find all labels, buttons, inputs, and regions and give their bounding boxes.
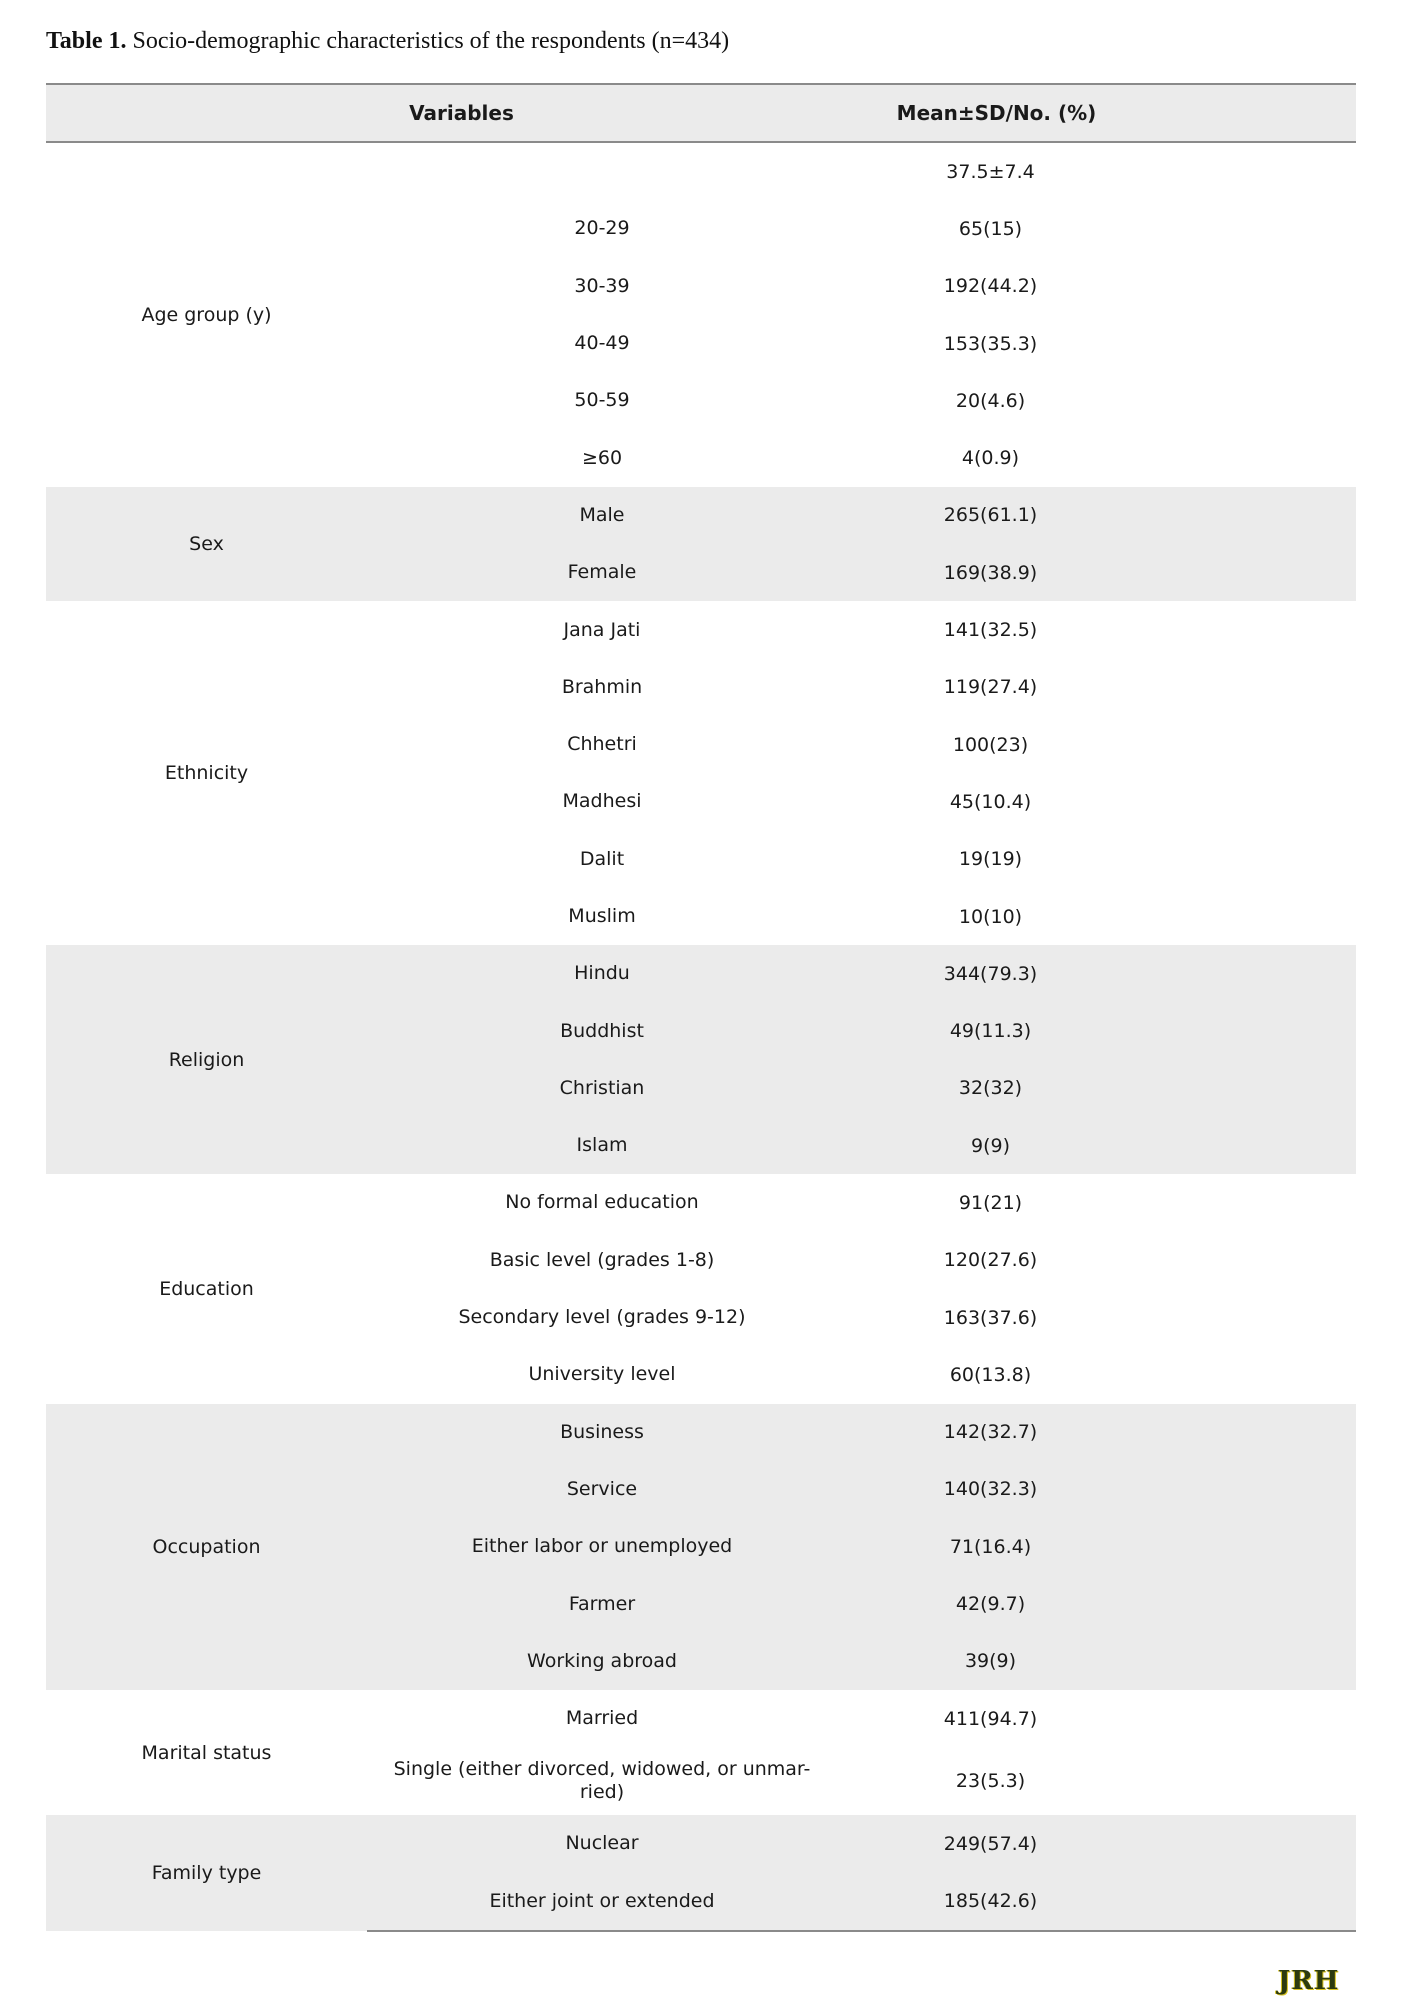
value-cell <box>837 1873 1356 1931</box>
table-row <box>46 142 1356 200</box>
group-age-group-y <box>46 142 1356 487</box>
table-row <box>46 1404 1356 1461</box>
table-row <box>46 601 1356 658</box>
group-sex <box>46 487 1356 602</box>
demographics-table <box>46 83 1356 1932</box>
value-cell <box>837 601 1356 658</box>
value-text: 100(23) <box>952 733 1029 756</box>
value-cell <box>837 487 1356 544</box>
value-cell <box>837 1404 1356 1461</box>
category-cell: Farmer <box>367 1575 837 1632</box>
value-text: 20(4.6) <box>955 389 1026 412</box>
value-cell <box>837 258 1356 315</box>
group-ethnicity <box>46 601 1356 945</box>
value-text: 169(38.9) <box>943 561 1038 584</box>
category-cell: 40-49 <box>574 332 630 355</box>
category-cell: Nuclear <box>367 1815 837 1872</box>
value-text: 32(32) <box>958 1077 1023 1100</box>
table-row <box>46 487 1356 544</box>
category-cell <box>367 142 837 200</box>
header-variables: Variables <box>46 84 837 142</box>
journal-logo: JRH <box>1278 1966 1340 1996</box>
value-cell <box>837 773 1356 830</box>
value-text: 19(19) <box>958 848 1023 871</box>
category-cell: 30-39 <box>574 274 630 297</box>
value-cell <box>837 544 1356 601</box>
value-text: 45(10.4) <box>949 790 1032 813</box>
value-cell <box>837 1060 1356 1117</box>
value-text: 142(32.7) <box>943 1421 1038 1444</box>
value-text: 192(44.2) <box>943 275 1038 298</box>
table-caption-label: Table 1. <box>46 28 127 54</box>
value-text: 265(61.1) <box>943 504 1038 527</box>
table-header-row <box>46 84 1356 142</box>
group-name-cell: Religion <box>46 945 367 1174</box>
category-cell: 50-59 <box>574 389 630 412</box>
category-cell: Female <box>367 544 837 601</box>
value-cell <box>837 1575 1356 1632</box>
category-cell: Muslim <box>568 905 636 927</box>
value-text: 23(5.3) <box>955 1770 1026 1793</box>
value-text: 9(9) <box>970 1134 1010 1157</box>
value-cell <box>837 659 1356 716</box>
category-cell: Buddhist <box>367 1002 837 1059</box>
value-cell <box>837 1461 1356 1518</box>
category-cell: Hindu <box>367 945 837 1002</box>
value-cell <box>837 716 1356 773</box>
group-name-cell: Age group (y) <box>141 303 272 326</box>
value-text: 39(9) <box>964 1650 1017 1673</box>
category-cell: Working abroad <box>367 1633 837 1690</box>
value-cell <box>837 1002 1356 1059</box>
value-cell <box>837 429 1356 486</box>
value-text: 37.5±7.4 <box>946 160 1035 183</box>
value-text: 249(57.4) <box>943 1832 1038 1855</box>
table-row <box>46 1815 1356 1872</box>
category-cell: 20-29 <box>574 217 630 240</box>
category-cell: Dalit <box>579 847 625 870</box>
table-caption <box>46 28 729 55</box>
value-text: 91(21) <box>958 1191 1023 1214</box>
group-name-cell: Ethnicity <box>164 762 249 785</box>
value-cell <box>837 1289 1356 1346</box>
table-row <box>46 1690 1356 1747</box>
value-cell <box>837 1633 1356 1690</box>
group-name-cell: Family type <box>46 1815 367 1931</box>
group-occupation <box>46 1404 1356 1690</box>
category-cell: Islam <box>367 1117 837 1174</box>
value-cell <box>837 1117 1356 1174</box>
value-text: 71(16.4) <box>949 1535 1032 1558</box>
value-cell <box>837 1518 1356 1575</box>
value-cell <box>837 1747 1356 1815</box>
category-cell: Service <box>367 1461 837 1518</box>
value-text: 163(37.6) <box>943 1306 1038 1329</box>
table-row <box>46 1174 1356 1231</box>
group-education <box>46 1174 1356 1403</box>
value-cell <box>837 888 1356 945</box>
category-cell: University level <box>528 1363 676 1386</box>
value-text: 411(94.7) <box>943 1707 1038 1730</box>
category-cell: No formal education <box>505 1191 699 1214</box>
category-cell: Married <box>565 1707 639 1730</box>
value-cell <box>837 142 1356 200</box>
group-name-cell: Marital status <box>141 1741 272 1764</box>
group-name-cell: Occupation <box>46 1404 367 1690</box>
value-cell <box>837 1690 1356 1747</box>
table-row <box>46 945 1356 1002</box>
value-text: 65(15) <box>958 217 1023 240</box>
value-text: 185(42.6) <box>943 1890 1038 1913</box>
value-cell <box>837 1815 1356 1872</box>
value-text: 153(35.3) <box>943 332 1038 355</box>
header-mean-sd: Mean±SD/No. (%) <box>837 84 1356 142</box>
group-family-type <box>46 1815 1356 1931</box>
category-cell: Brahmin <box>561 675 643 698</box>
value-cell <box>837 372 1356 429</box>
group-marital-status <box>46 1690 1356 1815</box>
category-cell: Secondary level (grades 9-12) <box>458 1306 746 1329</box>
category-cell: Madhesi <box>562 790 642 813</box>
category-cell: Either labor or unemployed <box>367 1518 837 1575</box>
value-cell <box>837 1232 1356 1289</box>
value-text: 140(32.3) <box>943 1478 1038 1501</box>
value-cell <box>837 315 1356 372</box>
category-cell: Either joint or extended <box>367 1873 837 1931</box>
table-caption-text: Socio-demographic characteristics of the respondents (n=434) <box>132 28 730 54</box>
group-name-cell: Education <box>159 1277 254 1300</box>
value-cell <box>837 1174 1356 1231</box>
group-religion <box>46 945 1356 1174</box>
value-cell <box>837 200 1356 257</box>
category-cell: ≥60 <box>581 446 623 469</box>
category-cell: Jana Jati <box>563 618 641 641</box>
category-cell: Single (either divorced, widowed, or unmar-ried) <box>393 1758 811 1804</box>
category-cell: Christian <box>367 1060 837 1117</box>
value-cell <box>837 945 1356 1002</box>
value-text: 49(11.3) <box>949 1020 1032 1043</box>
value-text: 42(9.7) <box>955 1593 1026 1616</box>
value-cell <box>837 1346 1356 1403</box>
category-cell: Business <box>367 1404 837 1461</box>
value-text: 60(13.8) <box>949 1363 1032 1386</box>
category-cell: Male <box>367 487 837 544</box>
value-text: 120(27.6) <box>943 1249 1038 1272</box>
category-cell: Chhetri <box>567 733 637 756</box>
group-name-cell: Sex <box>46 487 367 602</box>
value-text: 4(0.9) <box>961 447 1020 470</box>
value-text: 344(79.3) <box>943 962 1038 985</box>
value-text: 141(32.5) <box>943 619 1038 642</box>
value-text: 10(10) <box>958 905 1023 928</box>
value-text: 119(27.4) <box>943 676 1038 699</box>
category-cell: Basic level (grades 1-8) <box>489 1248 715 1271</box>
value-cell <box>837 831 1356 888</box>
